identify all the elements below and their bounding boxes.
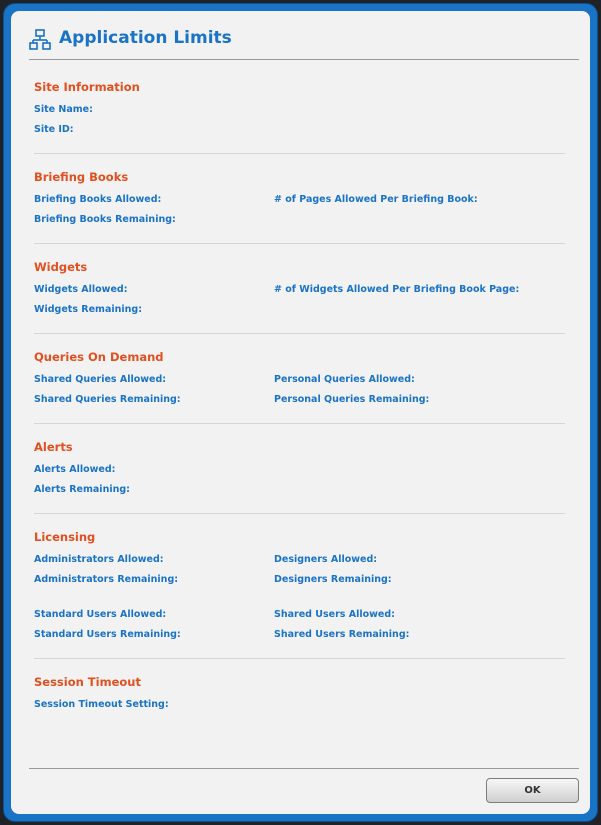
standard-users-remaining-label: Standard Users Remaining: xyxy=(34,629,181,640)
briefing-books-allowed-label: Briefing Books Allowed: xyxy=(34,194,162,205)
section-divider xyxy=(34,513,565,514)
widgets-remaining-label: Widgets Remaining: xyxy=(34,304,142,315)
personal-queries-remaining-label: Personal Queries Remaining: xyxy=(274,394,430,405)
dialog-panel xyxy=(11,11,590,814)
footer-divider xyxy=(29,768,579,769)
shared-users-remaining-label: Shared Users Remaining: xyxy=(274,629,410,640)
application-limits-dialog xyxy=(3,3,598,822)
shared-queries-remaining-label: Shared Queries Remaining: xyxy=(34,394,181,405)
dialog-title: Application Limits xyxy=(59,28,232,48)
widgets-per-page-label: # of Widgets Allowed Per Briefing Book Page: xyxy=(274,284,520,295)
section-title: Widgets xyxy=(34,260,88,274)
section-divider xyxy=(34,333,565,334)
briefing-books-remaining-label: Briefing Books Remaining: xyxy=(34,214,176,225)
section-title: Alerts xyxy=(34,440,73,454)
shared-users-allowed-label: Shared Users Allowed: xyxy=(274,609,395,620)
pages-per-briefing-book-label: # of Pages Allowed Per Briefing Book: xyxy=(274,194,478,205)
administrators-remaining-label: Administrators Remaining: xyxy=(34,574,179,585)
section-divider xyxy=(34,423,565,424)
section-title: Licensing xyxy=(34,530,96,544)
section-title: Session Timeout xyxy=(34,675,141,689)
personal-queries-allowed-label: Personal Queries Allowed: xyxy=(274,374,415,385)
widgets-allowed-label: Widgets Allowed: xyxy=(34,284,128,295)
standard-users-allowed-label: Standard Users Allowed: xyxy=(34,609,167,620)
alerts-remaining-label: Alerts Remaining: xyxy=(34,484,130,495)
org-chart-icon xyxy=(29,29,51,51)
section-title: Site Information xyxy=(34,80,140,94)
site-name-label: Site Name: xyxy=(34,104,93,115)
section-title: Queries On Demand xyxy=(34,350,164,364)
section-title: Briefing Books xyxy=(34,170,129,184)
designers-allowed-label: Designers Allowed: xyxy=(274,554,378,565)
section-divider xyxy=(34,153,565,154)
alerts-allowed-label: Alerts Allowed: xyxy=(34,464,116,475)
ok-button[interactable]: OK xyxy=(486,778,579,803)
designers-remaining-label: Designers Remaining: xyxy=(274,574,392,585)
session-timeout-setting-label: Session Timeout Setting: xyxy=(34,699,169,710)
section-divider xyxy=(34,243,565,244)
dialog-header xyxy=(29,25,579,60)
section-divider xyxy=(34,658,565,659)
shared-queries-allowed-label: Shared Queries Allowed: xyxy=(34,374,167,385)
administrators-allowed-label: Administrators Allowed: xyxy=(34,554,164,565)
site-id-label: Site ID: xyxy=(34,124,74,135)
